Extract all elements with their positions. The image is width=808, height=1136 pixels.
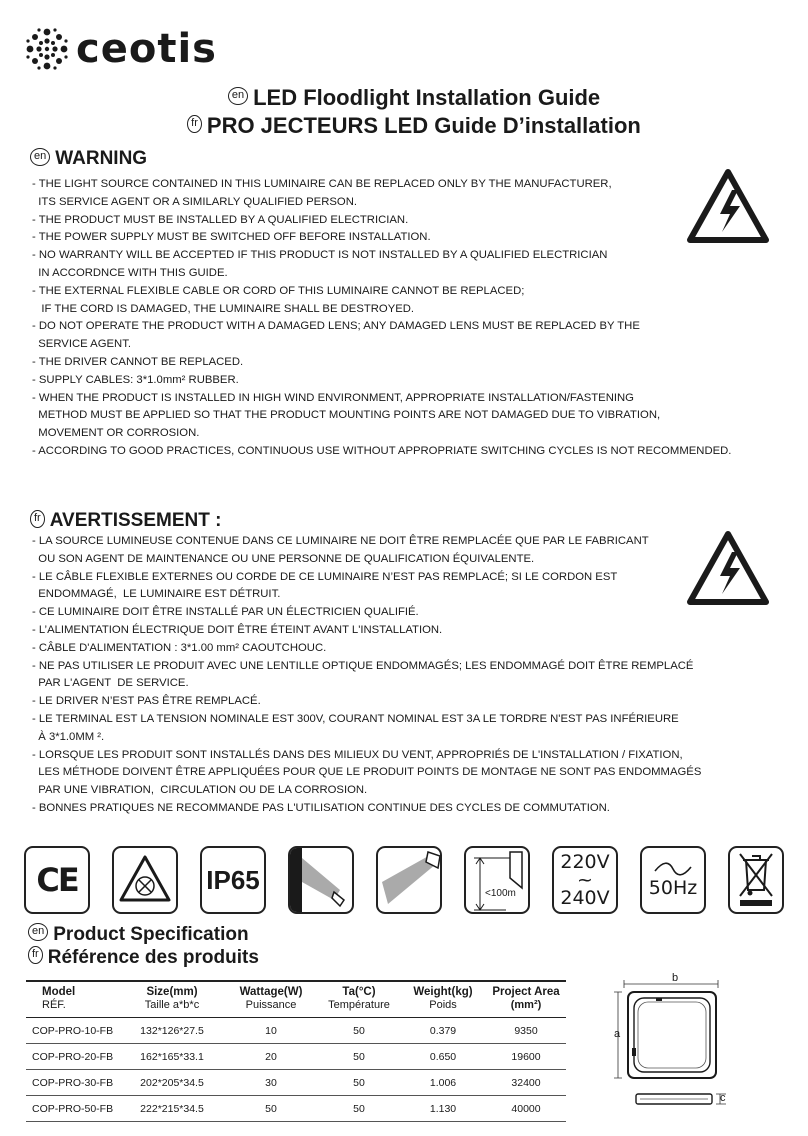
column-header: Project Area [492,986,560,998]
warning-line: - NE PAS UTILISER LE PRODUIT AVEC UNE LENTILLE OPTIQUE ENDOMMAGÉS; LES ENDOMMAGÉ DOIT ÊTRE REMPLACÉ [32,659,694,672]
logo-dots-icon [24,26,70,72]
column-subheader: Température [328,999,390,1011]
ce-mark-text: CE [36,861,78,899]
cell-size: 162*165*33.1 [120,1044,224,1070]
table-row [26,1018,566,1044]
dimension-a-label: a [614,1028,621,1040]
cell-weight: 0.379 [400,1018,486,1044]
cell-wattage: 20 [224,1044,318,1070]
cell-weight: 1.006 [400,1070,486,1096]
warning-line: - THE LIGHT SOURCE CONTAINED IN THIS LUMINAIRE CAN BE REPLACED ONLY BY THE MANUFACTURER, [32,178,612,190]
cell-weight: 1.130 [400,1096,486,1122]
cell-model: COP-PRO-50-FB [26,1096,120,1122]
warning-line: - CÂBLE D'ALIMENTATION : 3*1.00 mm² CAOUTCHOUC. [32,641,327,654]
distance-icon [464,846,530,914]
certification-icons [24,846,784,916]
warning-en-list [32,176,731,461]
cell-area: 32400 [486,1070,566,1096]
dimension-b-label: b [672,972,679,984]
brand-logo [24,24,217,74]
cell-ta: 50 [318,1070,400,1096]
warning-en-heading-text: WARNING [55,148,148,169]
column-subheader: Poids [429,999,457,1011]
cell-wattage: 30 [224,1070,318,1096]
warning-line: SERVICE AGENT. [32,338,131,351]
warning-line: IN ACCORDNCE WITH THIS GUIDE. [32,266,228,279]
warning-line: IF THE CORD IS DAMAGED, THE LUMINAIRE SHALL BE DESTROYED. [32,302,415,315]
warning-fr-list [32,533,701,818]
warning-line: - CE LUMINAIRE DOIT ÊTRE INSTALLÉ PAR UN ÉLECTRICIEN QUALIFIÉ. [32,606,419,619]
warning-line: - WHEN THE PRODUCT IS INSTALLED IN HIGH WIND ENVIRONMENT, APPROPRIATE INSTALLATION/FASTENING [32,391,634,404]
title-en [10,85,808,111]
voltage-high: 240V [560,887,610,909]
lang-badge-en: en [228,87,248,105]
ip65-icon [200,846,266,914]
warning-line: - LE TERMINAL EST LA TENSION NOMINALE EST 300V, COURANT NOMINAL EST 3A LE TORDRE N'EST PAS INFÉRIEURE [32,712,679,725]
table-row [26,1070,566,1096]
spec-heading-en [28,924,249,946]
column-header: Wattage(W) [239,986,303,998]
warning-line: - LE CÂBLE FLEXIBLE EXTERNES OU CORDE DE CE LUMINAIRE N’EST PAS REMPLACÉ; SI LE CORDON EST [32,570,618,583]
warning-line: - SUPPLY CABLES: 3*1.0mm² RUBBER. [32,373,239,386]
lang-badge-fr: fr [187,115,202,133]
column-header: Model [42,986,76,998]
dimension-c-label: c [720,1092,726,1104]
column-header: Ta(°C) [342,986,376,998]
column-subheader: (mm²) [510,999,542,1011]
warning-line: MOVEMENT OR CORROSION. [32,427,200,440]
spec-heading-en-text: Product Specification [53,924,249,945]
table-subheader-row [26,999,566,1018]
title-fr-text: PRO JECTEURS LED Guide D’installation [206,113,641,138]
voltage-range-sep: ~ [577,869,593,891]
dimension-drawing [600,972,730,1122]
column-subheader: RÉF. [42,999,66,1011]
warning-line: - BONNES PRATIQUES NE RECOMMANDE PAS L'UTILISATION CONTINUE DES CYCLES DE COMMUTATION. [32,801,610,814]
lang-badge-fr: fr [30,510,45,528]
warning-line: METHOD MUST BE APPLIED SO THAT THE PRODUCT MOUNTING POINTS ARE NOT DAMAGED DUE TO VIBRATION, [32,409,661,422]
cell-area: 40000 [486,1096,566,1122]
cell-model: COP-PRO-20-FB [26,1044,120,1070]
voltage-low: 220V [560,851,610,873]
warning-line: À 3*1.0MM ². [32,730,105,743]
warning-en-heading [30,148,147,170]
cell-ta: 50 [318,1096,400,1122]
no-cover-insulation-icon [112,846,178,914]
table-header-row [26,981,566,999]
cell-weight: 0.650 [400,1044,486,1070]
cell-wattage: 50 [224,1096,318,1122]
cell-model: COP-PRO-30-FB [26,1070,120,1096]
cell-area: 9350 [486,1018,566,1044]
warning-line: - THE DRIVER CANNOT BE REPLACED. [32,355,244,368]
distance-label: <100m [485,888,516,899]
brand-name: ceotis [76,26,217,72]
cell-size: 132*126*27.5 [120,1018,224,1044]
cell-size: 222*215*34.5 [120,1096,224,1122]
frequency-icon [640,846,706,914]
warning-line: LES MÉTHODE DOIVENT ÊTRE APPLIQUÉES POUR QUE LE PRODUIT POINTS DE MONTAGE NE SONT PAS ENDOMMAGÉS [32,766,702,779]
warning-line: PAR UNE VIBRATION, CIRCULATION OU DE LA CORROSION. [32,784,368,797]
ip-rating-text: IP65 [206,864,260,895]
spec-table [26,980,566,1122]
ce-mark-icon [24,846,90,914]
title-fr [10,113,808,139]
cell-ta: 50 [318,1018,400,1044]
wall-mount-beam-icon [288,846,354,914]
warning-line: - LA SOURCE LUMINEUSE CONTENUE DANS CE LUMINAIRE NE DOIT ÊTRE REMPLACÉE QUE PAR LE FABRICANT [32,535,649,547]
lang-badge-fr: fr [28,946,43,964]
warning-line: - NO WARRANTY WILL BE ACCEPTED IF THIS PRODUCT IS NOT INSTALLED BY A QUALIFIED ELECTRICIAN [32,249,608,262]
warning-line: - THE EXTERNAL FLEXIBLE CABLE OR CORD OF THIS LUMINAIRE CANNOT BE REPLACED; [32,284,525,297]
warning-line: - THE PRODUCT MUST BE INSTALLED BY A QUALIFIED ELECTRICIAN. [32,213,409,226]
warning-fr-heading [30,510,221,532]
column-subheader: Puissance [245,999,297,1011]
warning-fr-heading-text: AVERTISSEMENT : [49,510,222,531]
title-en-text: LED Floodlight Installation Guide [253,85,601,110]
electric-hazard-icon [686,530,770,606]
warning-line: - ACCORDING TO GOOD PRACTICES, CONTINUOUS USE WITHOUT APPROPRIATE SWITCHING CYCLES IS NOT RECOMMENDED. [32,444,732,457]
cell-area: 19600 [486,1044,566,1070]
table-row [26,1096,566,1122]
lang-badge-en: en [30,148,50,166]
sine-wave-icon [653,861,693,877]
warning-line: - THE POWER SUPPLY MUST BE SWITCHED OFF BEFORE INSTALLATION. [32,231,431,244]
warning-line: - L’ALIMENTATION ÉLECTRIQUE DOIT ÊTRE ÉTEINT AVANT L'INSTALLATION. [32,623,443,636]
cell-size: 202*205*34.5 [120,1070,224,1096]
spotlight-beam-icon [376,846,442,914]
warning-line: ITS SERVICE AGENT OR A SIMILARLY QUALIFIED PERSON. [32,195,357,208]
warning-line: PAR L'AGENT DE SERVICE. [32,677,189,690]
column-header: Weight(kg) [413,986,473,998]
warning-line: OU SON AGENT DE MAINTENANCE OU UNE PERSONNE DE QUALIFICATION ÉQUIVALENTE. [32,552,535,565]
cell-ta: 50 [318,1044,400,1070]
voltage-icon [552,846,618,914]
column-subheader: Taille a*b*c [144,999,200,1011]
table-row [26,1044,566,1070]
lang-badge-en: en [28,923,48,941]
spec-heading-fr-text: Référence des produits [47,947,259,968]
frequency-text: 50Hz [648,877,698,899]
cell-model: COP-PRO-10-FB [26,1018,120,1044]
spec-heading-fr [28,947,259,969]
warning-line: - LE DRIVER N’EST PAS ÊTRE REMPLACÉ. [32,695,261,708]
warning-line: ENDOMMAGÉ, LE LUMINAIRE EST DÉTRUIT. [32,588,281,601]
warning-line: - DO NOT OPERATE THE PRODUCT WITH A DAMAGED LENS; ANY DAMAGED LENS MUST BE REPLACED BY THE [32,320,640,333]
column-header: Size(mm) [146,986,198,998]
electric-hazard-icon [686,168,770,244]
warning-line: - LORSQUE LES PRODUIT SONT INSTALLÉS DANS DES MILIEUX DU VENT, APPROPRIÉS DE L'INSTALLATION / FIXATION, [32,748,683,761]
weee-bin-icon [728,846,784,914]
cell-wattage: 10 [224,1018,318,1044]
